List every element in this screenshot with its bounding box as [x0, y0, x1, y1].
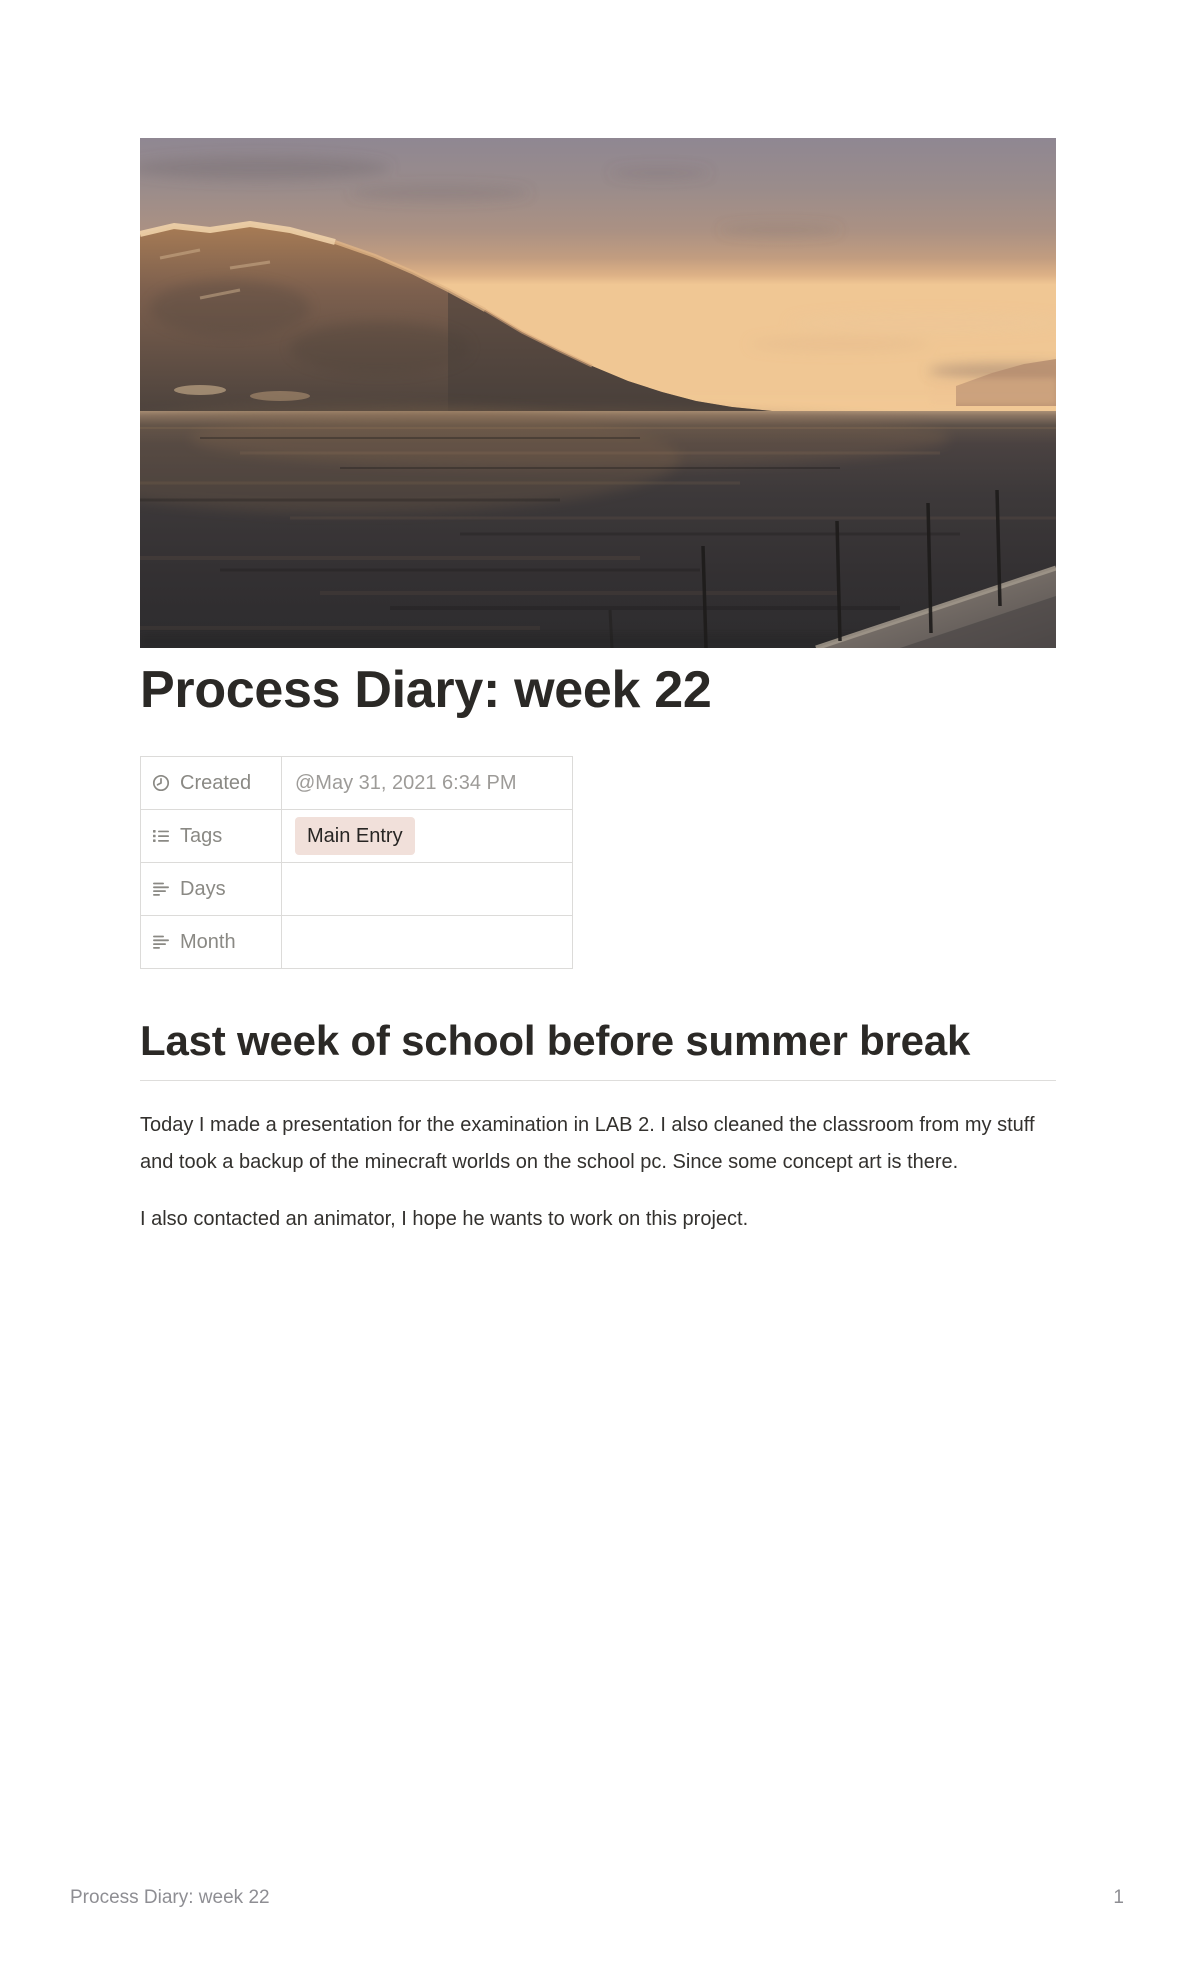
property-label: Created [180, 771, 252, 794]
date-mention: @May 31, 2021 6:34 PM [295, 771, 517, 794]
page-body [140, 648, 1056, 1238]
page-title: Process Diary: week 22 [140, 661, 712, 719]
empty-value-cell [282, 863, 573, 916]
page-footer [70, 1887, 1124, 1909]
body-text [140, 1107, 1045, 1238]
page-number: 1 [1113, 1887, 1124, 1908]
list-icon [152, 827, 170, 845]
text-icon [152, 880, 170, 898]
heading-divider [140, 1080, 1056, 1081]
fjord-sunset-illustration [140, 138, 1056, 648]
paragraph: Today I made a presentation for the examination in LAB 2. I also cleaned the classroom from my stuff and took a backup of the minecraft worlds on the school pc. Since some concept art is there. [140, 1114, 1035, 1173]
property-label: Month [180, 930, 236, 953]
table-row [141, 757, 573, 810]
empty-value-cell [282, 916, 573, 969]
table-row [141, 810, 573, 863]
table-row [141, 916, 573, 969]
section-heading: Last week of school before summer break [140, 1017, 971, 1064]
clock-icon [152, 774, 170, 792]
table-row [141, 863, 573, 916]
footer-document-title: Process Diary: week 22 [70, 1887, 270, 1908]
property-label: Tags [180, 824, 223, 847]
cover-image [140, 138, 1056, 648]
properties-table [140, 756, 573, 969]
paragraph: I also contacted an animator, I hope he wants to work on this project. [140, 1208, 749, 1230]
tag-badge: Main Entry [295, 817, 415, 855]
property-label: Days [180, 877, 226, 900]
text-icon [152, 933, 170, 951]
